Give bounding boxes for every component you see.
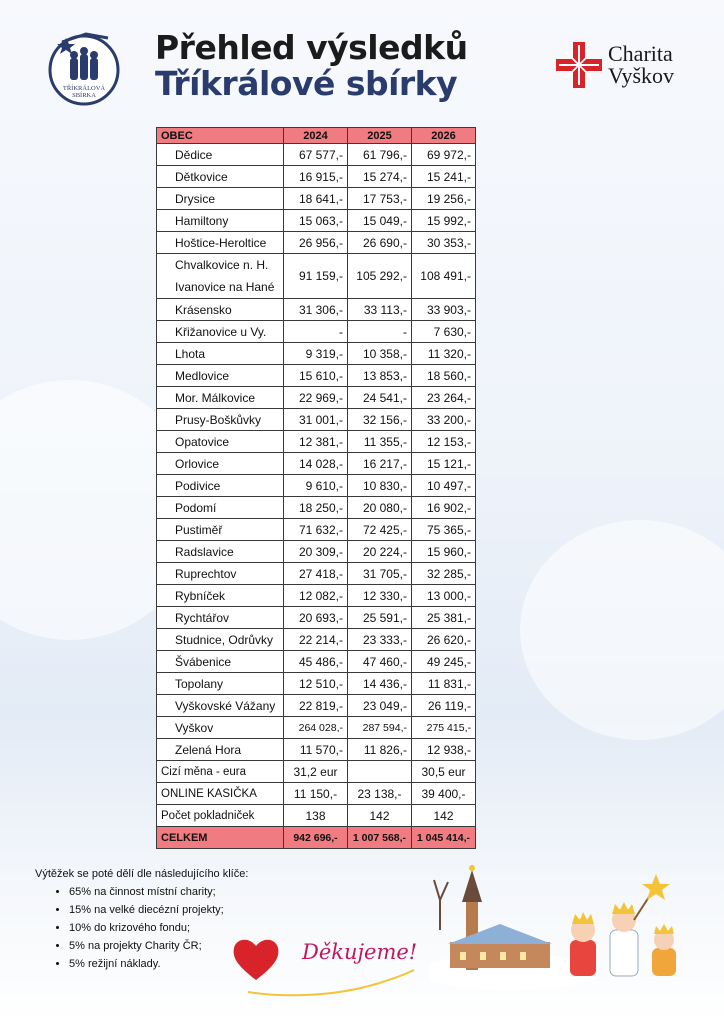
header-2025: 2025 [348, 128, 412, 144]
total-row [157, 827, 476, 849]
value-2024: 27 418,- [284, 563, 348, 585]
value-2026: 39 400,- [412, 783, 476, 805]
value-2026: 25 381,- [412, 607, 476, 629]
value-2026: 30 353,- [412, 232, 476, 254]
table-row [157, 254, 476, 299]
value-2026: 275 415,- [412, 717, 476, 739]
obec-name: Křižanovice u Vy. [157, 321, 284, 343]
table-row [157, 365, 476, 387]
obec-name: Studnice, Odrůvky [157, 629, 284, 651]
value-2024: 12 510,- [284, 673, 348, 695]
obec-name: Podomí [157, 497, 284, 519]
header-obec: OBEC [157, 128, 284, 144]
value-2026: 108 491,- [412, 254, 476, 299]
table-row [157, 761, 476, 783]
header-2026: 2026 [412, 128, 476, 144]
value-2024: 14 028,- [284, 453, 348, 475]
value-2026: 12 153,- [412, 431, 476, 453]
value-2024: 15 610,- [284, 365, 348, 387]
table-row [157, 475, 476, 497]
obec-name [157, 254, 284, 299]
value-2026: 49 245,- [412, 651, 476, 673]
thanks-text: Děkujeme! [302, 940, 418, 964]
value-2025: 12 330,- [348, 585, 412, 607]
value-2026: 11 831,- [412, 673, 476, 695]
value-2025: 16 217,- [348, 453, 412, 475]
brand-line-1: Charita [608, 41, 673, 66]
value-2026: 15 960,- [412, 541, 476, 563]
value-2025: 11 826,- [348, 739, 412, 761]
value-2024: 12 381,- [284, 431, 348, 453]
value-2026: 15 121,- [412, 453, 476, 475]
winter-village-illustration [430, 860, 700, 1000]
value-2026: 19 256,- [412, 188, 476, 210]
obec-name: Zelená Hora [157, 739, 284, 761]
value-2024: 15 063,- [284, 210, 348, 232]
trikralova-sbirka-logo [44, 28, 124, 106]
value-2025: 26 690,- [348, 232, 412, 254]
value-2026: 33 200,- [412, 409, 476, 431]
value-2025: 15 049,- [348, 210, 412, 232]
value-2026: 26 119,- [412, 695, 476, 717]
charita-vyskov-logo [556, 42, 674, 88]
svg-text:TŘÍKRÁLOVÁ: TŘÍKRÁLOVÁ [62, 85, 106, 92]
value-2024: 26 956,- [284, 232, 348, 254]
value-2024: 31 306,- [284, 299, 348, 321]
value-2024: 12 082,- [284, 585, 348, 607]
obec-name-line: Chvalkovice n. H. [175, 258, 269, 272]
value-2024: 264 028,- [284, 717, 348, 739]
page-title [155, 30, 468, 102]
value-2025: 20 080,- [348, 497, 412, 519]
list-item: • 10% do krizového fondu; [69, 922, 248, 934]
header-2024: 2024 [284, 128, 348, 144]
value-2024: 71 632,- [284, 519, 348, 541]
table-row [157, 651, 476, 673]
obec-name: Radslavice [157, 541, 284, 563]
list-item: • 65% na činnost místní charity; [69, 886, 248, 898]
table-row [157, 519, 476, 541]
value-2024: 20 693,- [284, 607, 348, 629]
value-2024: 22 969,- [284, 387, 348, 409]
table-row [157, 299, 476, 321]
value-2025: 10 358,- [348, 343, 412, 365]
value-2025: 23 138,- [348, 783, 412, 805]
total-2026: 1 045 414,- [412, 827, 476, 849]
summary-label: Cizí měna - eura [157, 761, 284, 783]
obec-name: Medlovice [157, 365, 284, 387]
value-2025: 13 853,- [348, 365, 412, 387]
table-row [157, 629, 476, 651]
table-row [157, 431, 476, 453]
value-2025: 31 705,- [348, 563, 412, 585]
value-2025: - [348, 321, 412, 343]
list-item: • 5% na projekty Charity ČR; [69, 940, 248, 952]
distribution-intro: Výtěžek se poté dělí dle následujícího klíče: [35, 868, 249, 880]
table-row [157, 695, 476, 717]
value-2025: 10 830,- [348, 475, 412, 497]
value-2026: 12 938,- [412, 739, 476, 761]
table-row [157, 497, 476, 519]
table-row [157, 232, 476, 254]
obec-name: Podivice [157, 475, 284, 497]
obec-name: Opatovice [157, 431, 284, 453]
value-2024: 138 [284, 805, 348, 827]
total-2025: 1 007 568,- [348, 827, 412, 849]
table-row [157, 166, 476, 188]
value-2025: 24 541,- [348, 387, 412, 409]
obec-name: Drysice [157, 188, 284, 210]
value-2024: 67 577,- [284, 144, 348, 166]
obec-name: Topolany [157, 673, 284, 695]
value-2025: 47 460,- [348, 651, 412, 673]
value-2025: 25 591,- [348, 607, 412, 629]
value-2025: 142 [348, 805, 412, 827]
obec-name: Krásensko [157, 299, 284, 321]
value-2025: 11 355,- [348, 431, 412, 453]
table-row [157, 144, 476, 166]
list-item: • 15% na velké diecézní projekty; [69, 904, 248, 916]
obec-name: Lhota [157, 343, 284, 365]
brand-line-2: Vyškov [608, 63, 675, 88]
value-2024: - [284, 321, 348, 343]
obec-name: Mor. Málkovice [157, 387, 284, 409]
value-2024: 91 159,- [284, 254, 348, 299]
total-2024: 942 696,- [284, 827, 348, 849]
title-line-1: Přehled výsledků [155, 28, 468, 67]
value-2026: 11 320,- [412, 343, 476, 365]
value-2026: 7 630,- [412, 321, 476, 343]
obec-name: Hamiltony [157, 210, 284, 232]
table-row [157, 343, 476, 365]
table-row [157, 607, 476, 629]
table-row [157, 585, 476, 607]
value-2026: 32 285,- [412, 563, 476, 585]
background-glow [520, 520, 724, 740]
value-2026: 69 972,- [412, 144, 476, 166]
obec-name: Prusy-Boškůvky [157, 409, 284, 431]
table-row [157, 409, 476, 431]
value-2024: 18 250,- [284, 497, 348, 519]
value-2024: 22 214,- [284, 629, 348, 651]
charita-text [608, 43, 674, 87]
value-2024: 18 641,- [284, 188, 348, 210]
value-2025: 15 274,- [348, 166, 412, 188]
table-row [157, 783, 476, 805]
value-2026: 15 992,- [412, 210, 476, 232]
table-row [157, 739, 476, 761]
charita-cross-icon [556, 42, 602, 88]
value-2024: 45 486,- [284, 651, 348, 673]
obec-name: Vyškov [157, 717, 284, 739]
svg-text:SBÍRKA: SBÍRKA [72, 92, 96, 99]
table-row [157, 321, 476, 343]
table-header-row [157, 128, 476, 144]
value-2024: 31 001,- [284, 409, 348, 431]
value-2026: 18 560,- [412, 365, 476, 387]
table-row [157, 563, 476, 585]
value-2025: 23 333,- [348, 629, 412, 651]
list-item: • 5% režijní náklady. [69, 958, 248, 970]
value-2024: 9 610,- [284, 475, 348, 497]
total-label: CELKEM [157, 827, 284, 849]
carol-singers [570, 874, 676, 976]
obec-name: Hoštice-Heroltice [157, 232, 284, 254]
value-2026: 33 903,- [412, 299, 476, 321]
value-2025 [348, 761, 412, 783]
value-2025: 72 425,- [348, 519, 412, 541]
value-2025: 287 594,- [348, 717, 412, 739]
obec-name: Dětkovice [157, 166, 284, 188]
value-2026: 13 000,- [412, 585, 476, 607]
summary-label: Počet pokladniček [157, 805, 284, 827]
value-2025: 32 156,- [348, 409, 412, 431]
value-2024: 16 915,- [284, 166, 348, 188]
obec-name: Vyškovské Vážany [157, 695, 284, 717]
obec-name: Švábenice [157, 651, 284, 673]
table-row [157, 210, 476, 232]
table-row [157, 387, 476, 409]
value-2024: 20 309,- [284, 541, 348, 563]
value-2024: 11 150,- [284, 783, 348, 805]
distribution-key [35, 868, 248, 976]
value-2024: 31,2 eur [284, 761, 348, 783]
value-2026: 15 241,- [412, 166, 476, 188]
value-2026: 26 620,- [412, 629, 476, 651]
value-2026: 16 902,- [412, 497, 476, 519]
table-row [157, 453, 476, 475]
obec-name: Pustiměř [157, 519, 284, 541]
value-2025: 105 292,- [348, 254, 412, 299]
value-2024: 22 819,- [284, 695, 348, 717]
table-row [157, 805, 476, 827]
value-2025: 14 436,- [348, 673, 412, 695]
value-2024: 9 319,- [284, 343, 348, 365]
obec-name: Rychtářov [157, 607, 284, 629]
value-2025: 17 753,- [348, 188, 412, 210]
table-row [157, 541, 476, 563]
obec-name: Dědice [157, 144, 284, 166]
value-2026: 30,5 eur [412, 761, 476, 783]
obec-name: Ruprechtov [157, 563, 284, 585]
value-2026: 75 365,- [412, 519, 476, 541]
title-line-2: Tříkrálové sbírky [155, 64, 458, 103]
table-row [157, 717, 476, 739]
swirl-decoration [246, 968, 416, 998]
value-2024: 11 570,- [284, 739, 348, 761]
value-2025: 33 113,- [348, 299, 412, 321]
table-row [157, 188, 476, 210]
summary-label: ONLINE KASIČKA [157, 783, 284, 805]
results-table [156, 127, 476, 849]
obec-name: Orlovice [157, 453, 284, 475]
value-2026: 23 264,- [412, 387, 476, 409]
obec-name: Rybníček [157, 585, 284, 607]
value-2026: 142 [412, 805, 476, 827]
value-2025: 20 224,- [348, 541, 412, 563]
value-2025: 23 049,- [348, 695, 412, 717]
obec-name-line: Ivanovice na Hané [175, 280, 275, 294]
value-2026: 10 497,- [412, 475, 476, 497]
value-2025: 61 796,- [348, 144, 412, 166]
table-row [157, 673, 476, 695]
distribution-list [35, 886, 248, 970]
